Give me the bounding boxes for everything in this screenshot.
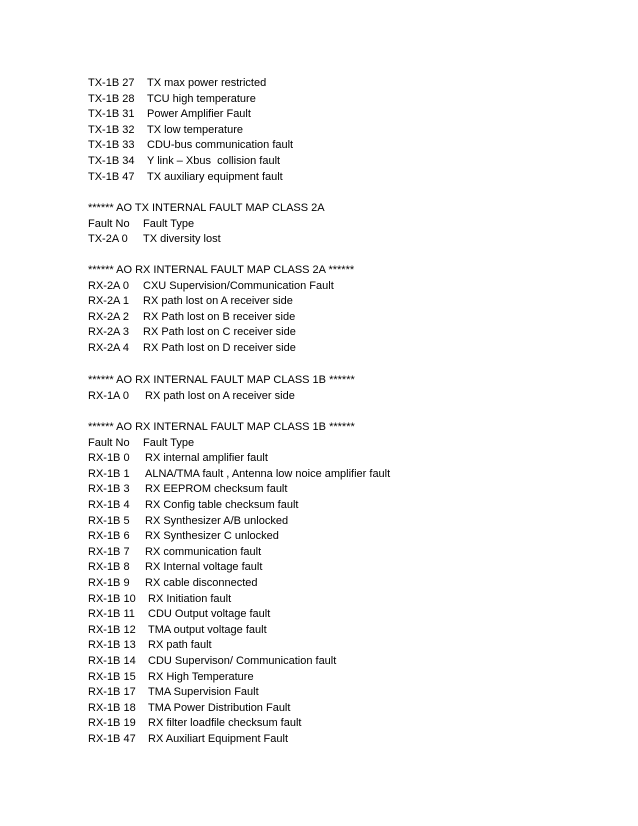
fault-description: TMA output voltage fault: [148, 623, 267, 636]
fault-code: RX-1B 3: [88, 483, 130, 496]
fault-code: Fault No: [88, 436, 130, 449]
fault-code: RX-2A 1: [88, 295, 129, 308]
rx-2a-fault-map: [88, 263, 608, 357]
fault-description: RX Config table checksum fault: [145, 498, 299, 511]
fault-description: Power Amplifier Fault: [147, 108, 251, 121]
fault-code: TX-1B 28: [88, 92, 135, 105]
fault-row: [88, 467, 608, 483]
fault-code: TX-1B 34: [88, 154, 135, 167]
fault-code: RX-2A 0: [88, 279, 129, 292]
fault-description: TX auxiliary equipment fault: [147, 170, 283, 183]
fault-code: TX-2A 0: [88, 233, 128, 246]
fault-row: [88, 670, 608, 686]
fault-description: RX path lost on A receiver side: [145, 389, 295, 402]
fault-code: RX-1B 15: [88, 670, 136, 683]
fault-description: CDU-bus communication fault: [147, 139, 294, 152]
section-heading: ****** AO TX INTERNAL FAULT MAP CLASS 2A: [88, 202, 325, 214]
fault-row: [88, 576, 608, 592]
fault-description: RX Internal voltage fault: [145, 561, 263, 574]
fault-description: RX path lost on A receiver side: [143, 295, 293, 308]
fault-code: RX-2A 2: [88, 310, 129, 323]
fault-row: [88, 482, 608, 498]
fault-description: RX EEPROM checksum fault: [145, 483, 288, 496]
fault-code: RX-1B 17: [88, 686, 136, 699]
fault-row: [88, 341, 608, 357]
fault-code: RX-1B 10: [88, 592, 136, 605]
fault-code: RX-2A 3: [88, 326, 129, 339]
fault-code: RX-1B 1: [88, 467, 130, 480]
fault-description: Fault Type: [143, 436, 195, 449]
fault-row: [88, 607, 608, 623]
fault-row: [88, 545, 608, 561]
section-heading: ****** AO RX INTERNAL FAULT MAP CLASS 2A ******: [88, 264, 355, 276]
rx-1a-fault-map: [88, 373, 608, 404]
fault-description: RX Path lost on D receiver side: [143, 341, 296, 354]
fault-row: [88, 654, 608, 670]
fault-description: ALNA/TMA fault , Antenna low noice amplifier fault: [145, 467, 391, 480]
fault-row: [88, 716, 608, 732]
fault-description: RX Path lost on B receiver side: [143, 310, 296, 323]
fault-code: RX-1B 8: [88, 561, 130, 574]
fault-row: [88, 514, 608, 530]
fault-description: RX Path lost on C receiver side: [143, 326, 296, 339]
fault-row: [88, 325, 608, 341]
fault-code: Fault No: [88, 217, 130, 230]
tx-1b-fault-list: [88, 76, 608, 185]
fault-row: [88, 107, 608, 123]
column-header-row: [88, 436, 608, 452]
fault-code: RX-1B 0: [88, 452, 130, 465]
fault-row: [88, 732, 608, 748]
fault-row: [88, 123, 608, 139]
fault-row: [88, 310, 608, 326]
fault-code: RX-1B 47: [88, 732, 136, 745]
fault-row: [88, 154, 608, 170]
fault-code: RX-1B 7: [88, 545, 130, 558]
column-header-row: [88, 217, 608, 233]
fault-row: [88, 498, 608, 514]
fault-row: [88, 529, 608, 545]
fault-row: [88, 638, 608, 654]
fault-code: TX-1B 31: [88, 108, 135, 121]
fault-row: [88, 592, 608, 608]
fault-description: RX Initiation fault: [148, 592, 232, 605]
fault-code: TX-1B 32: [88, 123, 135, 136]
fault-row: [88, 138, 608, 154]
fault-row: [88, 279, 608, 295]
fault-description: TMA Power Distribution Fault: [148, 701, 291, 714]
fault-description: TCU high temperature: [147, 92, 256, 105]
fault-row: [88, 170, 608, 186]
fault-code: RX-1B 5: [88, 514, 130, 527]
fault-row: [88, 232, 608, 248]
fault-row: [88, 92, 608, 108]
fault-row: [88, 701, 608, 717]
fault-description: CDU Output voltage fault: [148, 608, 271, 621]
fault-code: TX-1B 47: [88, 170, 135, 183]
fault-description: RX filter loadfile checksum fault: [148, 717, 302, 730]
section-heading: ****** AO RX INTERNAL FAULT MAP CLASS 1B ******: [88, 374, 355, 386]
fault-code: TX-1B 27: [88, 77, 135, 89]
fault-row: [88, 560, 608, 576]
fault-description: RX Auxiliart Equipment Fault: [148, 732, 289, 745]
fault-description: RX internal amplifier fault: [145, 452, 268, 465]
fault-description: RX High Temperature: [148, 670, 254, 683]
section-heading: ****** AO RX INTERNAL FAULT MAP CLASS 1B ******: [88, 421, 355, 433]
fault-description: Y link – Xbus collision fault: [147, 154, 281, 167]
fault-row: [88, 389, 608, 405]
fault-code: RX-1B 6: [88, 530, 130, 543]
fault-description: TX max power restricted: [147, 77, 267, 89]
fault-row: [88, 623, 608, 639]
fault-description: CDU Supervison/ Communication fault: [148, 654, 337, 667]
rx-1b-fault-map: [88, 420, 608, 747]
fault-description: CXU Supervision/Communication Fault: [143, 279, 334, 292]
fault-code: RX-1B 13: [88, 639, 136, 652]
fault-description: RX cable disconnected: [145, 576, 258, 589]
fault-code: RX-1B 12: [88, 623, 136, 636]
fault-code: RX-1B 14: [88, 654, 136, 667]
fault-row: [88, 685, 608, 701]
fault-code: RX-1A 0: [88, 389, 129, 402]
fault-description: RX Synthesizer A/B unlocked: [145, 514, 289, 527]
fault-description: Fault Type: [143, 217, 195, 230]
fault-code: RX-1B 11: [88, 608, 135, 621]
tx-2a-fault-map: [88, 201, 608, 248]
fault-description: RX communication fault: [145, 545, 262, 558]
fault-code: RX-1B 19: [88, 717, 136, 730]
fault-row: [88, 76, 608, 92]
fault-description: RX Synthesizer C unlocked: [145, 530, 279, 543]
fault-description: TMA Supervision Fault: [148, 686, 259, 699]
fault-code: RX-1B 9: [88, 576, 130, 589]
fault-code: RX-2A 4: [88, 341, 129, 354]
fault-row: [88, 451, 608, 467]
fault-code: RX-1B 4: [88, 498, 130, 511]
fault-description: TX low temperature: [147, 123, 243, 136]
fault-row: [88, 294, 608, 310]
fault-description: RX path fault: [148, 639, 212, 652]
fault-code: TX-1B 33: [88, 139, 135, 152]
fault-code: RX-1B 18: [88, 701, 136, 714]
fault-description: TX diversity lost: [143, 233, 221, 246]
